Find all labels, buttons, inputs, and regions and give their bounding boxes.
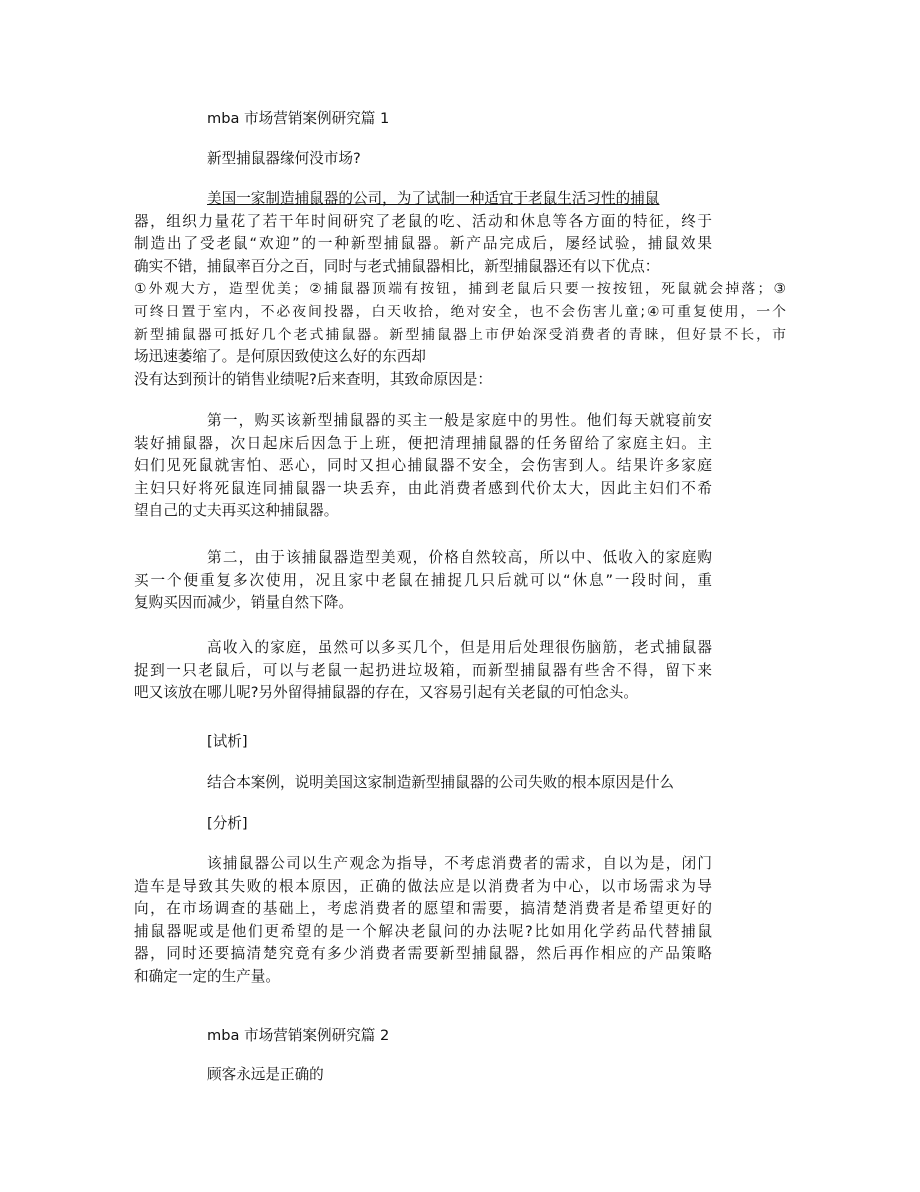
paragraph-line: 场迅速萎缩了。是何原因致使这么好的东西却 <box>134 348 426 366</box>
case-paragraph-4 <box>134 637 712 705</box>
case-paragraph-2 <box>134 410 712 523</box>
analysis-paragraph <box>134 853 712 989</box>
section-heading-2: mba 市场营销案例研究篇 2 <box>207 1027 390 1044</box>
paragraph-line: 吧又该放在哪儿呢?另外留得捕鼠器的存在，又容易引起有关老鼠的可怕念头。 <box>134 684 638 702</box>
label-trial-analysis: [试析] <box>207 733 248 750</box>
paragraph-line: 妇们见死鼠就害怕、恶心，同时又担心捕鼠器不安全，会伤害到人。结果许多家庭 <box>134 457 712 475</box>
paragraph-line: 和确定一定的生产量。 <box>134 967 280 985</box>
paragraph-line: 新型捕鼠器可抵好几个老式捕鼠器。新型捕鼠器上市伊始深受消费者的青睐，但好景不长，市 <box>134 326 786 343</box>
paragraph-line: 主妇只好将死鼠连同捕鼠器一块丢弃，由此消费者感到代价太大，因此主妇们不希 <box>134 479 712 497</box>
paragraph-line: 装好捕鼠器，次日起床后因急于上班，便把清理捕鼠器的任务留给了家庭主妇。主 <box>134 434 712 452</box>
paragraph-line: 第二，由于该捕鼠器造型美观，价格自然较高，所以中、低收入的家庭购 <box>207 549 712 566</box>
case-title-2: 顾客永远是正确的 <box>207 1066 324 1083</box>
paragraph-line: ①外观大方，造型优美；②捕鼠器顶端有按钮，捕到老鼠后只要一按按钮，死鼠就会掉落；③ <box>134 281 786 298</box>
section-heading-1: mba 市场营销案例研究篇 1 <box>207 110 390 127</box>
paragraph-line: 制造出了受老鼠“欢迎”的一种新型捕鼠器。新产品完成后，屡经试验，捕鼠效果 <box>134 235 712 253</box>
paragraph-line: 造车是导致其失败的根本原因，正确的做法应是以消费者为中心，以市场需求为导 <box>134 877 712 895</box>
paragraph-line: 第一，购买该新型捕鼠器的买主一般是家庭中的男性。他们每天就寝前安 <box>207 412 712 429</box>
paragraph-line: 器，同时还要搞清楚究竟有多少消费者需要新型捕鼠器，然后再作相应的产品策略 <box>134 945 712 963</box>
paragraph-line: 该捕鼠器公司以生产观念为指导，不考虑消费者的需求，自以为是，闭门 <box>207 855 712 872</box>
paragraph-line: 复购买因而减少，销量自然下降。 <box>134 594 353 612</box>
case-question: 结合本案例，说明美国这家制造新型捕鼠器的公司失败的根本原因是什么 <box>207 774 675 791</box>
paragraph-line: 可终日置于室内，不必夜间投器，白天收拾，绝对安全，也不会伤害儿童;④可重复使用，一个 <box>134 303 786 320</box>
paragraph-line: 美国一家制造捕鼠器的公司，为了试制一种适宜于老鼠生活习性的捕鼠 <box>207 190 660 207</box>
paragraph-line: 确实不错，捕鼠率百分之百，同时与老式捕鼠器相比，新型捕鼠器还有以下优点： <box>134 257 660 275</box>
paragraph-line: 器，组织力量花了若干年时间研究了老鼠的吃、活动和休息等各方面的特征，终于 <box>134 212 712 230</box>
paragraph-line: 买一个便重复多次使用，况且家中老鼠在捕捉几只后就可以“休息”一段时间，重 <box>134 571 712 589</box>
paragraph-line: 捉到一只老鼠后，可以与老鼠一起扔进垃圾箱，而新型捕鼠器有些舍不得，留下来 <box>134 661 712 679</box>
label-analysis: [分析] <box>207 815 248 832</box>
paragraph-line: 没有达到预计的销售业绩呢?后来查明，其致命原因是： <box>134 370 492 388</box>
paragraph-line: 望自己的丈夫再买这种捕鼠器。 <box>134 502 339 520</box>
case-paragraph-3 <box>134 547 712 615</box>
paragraph-line: 高收入的家庭，虽然可以多买几个，但是用后处理很伤脑筋，老式捕鼠器 <box>207 639 712 656</box>
paragraph-line: 捕鼠器呢或是他们更希望的是一个解决老鼠问的办法呢?比如用化学药品代替捕鼠 <box>134 922 712 940</box>
paragraph-line: 向，在市场调查的基础上，考虑消费者的愿望和需要，搞清楚消费者是希望更好的 <box>134 900 712 918</box>
case-paragraph-1 <box>134 188 786 391</box>
case-title-1: 新型捕鼠器缘何没市场? <box>207 150 361 167</box>
